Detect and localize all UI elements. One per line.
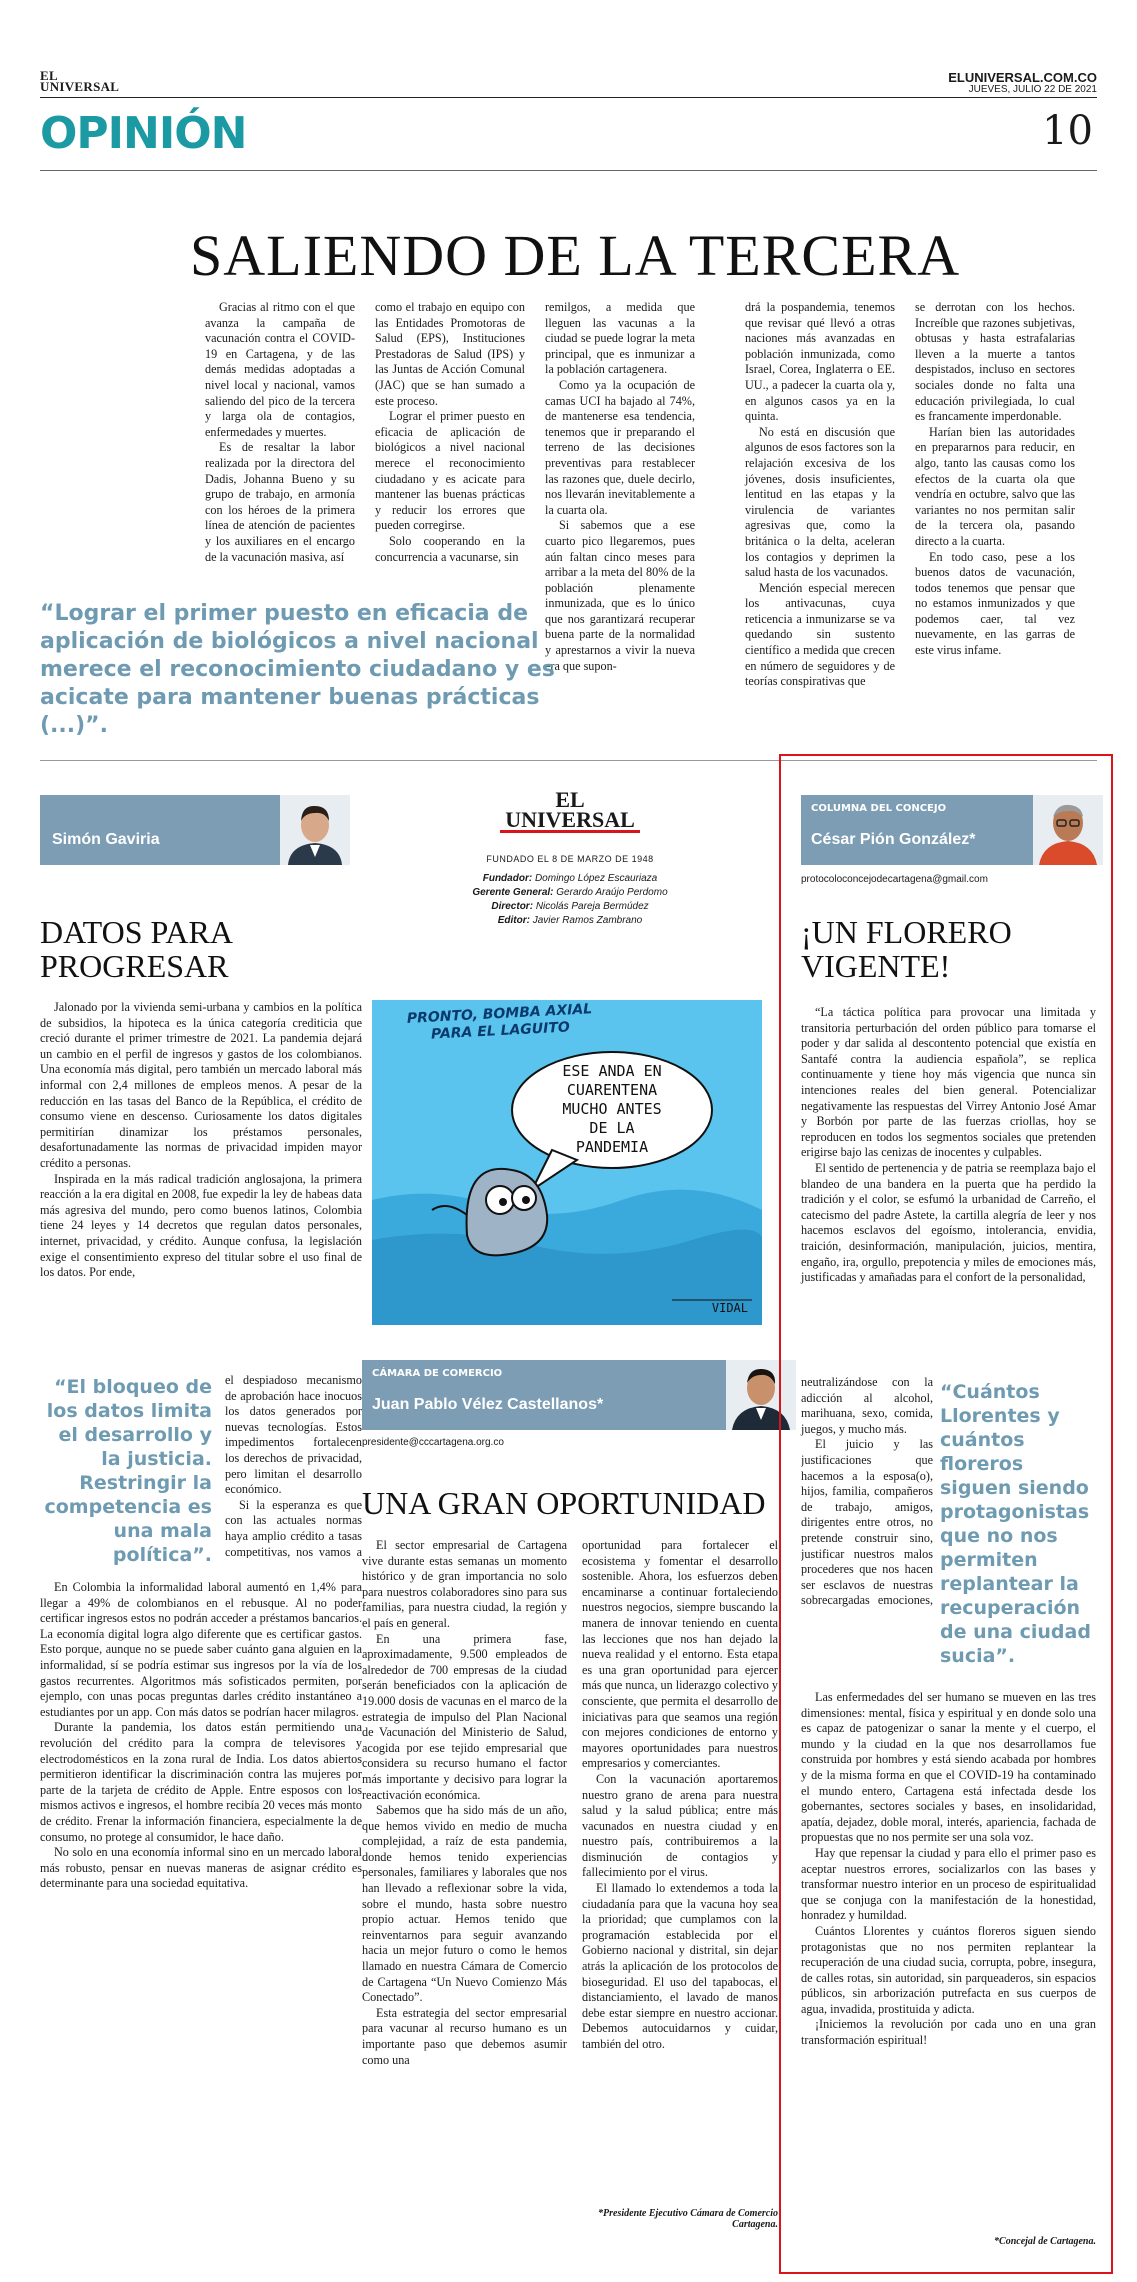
- staff-label: Director:: [491, 901, 534, 912]
- editorial-column-3: [545, 300, 695, 674]
- paragraph: El sector empresarial de Cartagena vive durante estas semanas un momento histórico y de gran importancia no solo para nuestros colaboradores sino para sus familias, para nuestra ciudad, la región y el país en general.: [362, 1538, 567, 1630]
- headline-line: PROGRESAR: [40, 948, 229, 984]
- headline-line: DATOS PARA: [40, 914, 233, 950]
- staff-list: [420, 872, 720, 928]
- staff-row: [420, 872, 720, 886]
- staff-value: Nicolás Pareja Bermúdez: [535, 901, 649, 912]
- bubble-line: PANDEMIA: [575, 1138, 649, 1156]
- paragraph: oportunidad para fortalecer el ecosistema y fomentar el desarrollo sostenible. Ahora, los esfuerzos deben encaminarse a continuar fortaleciendo nuestros negocios, siempre buscando la manera de innovar teniendo en cuenta las lecciones que nos han dejado la nueva realidad y el entorno. Esta etapa es una gran oportunidad para ejercer más que nunca, un liderazgo colectivo y consciente, que permita el desarrollo de iniciativas para que seamos una región con mejores condiciones de entorno y mayores oportunidades para nuestros empresarios y comerciantes.: [582, 1538, 778, 1771]
- paragraph: Inspirada en la más radical tradición anglosajona, la primera reacción a la era digital en 2008, fue expedir la ley de habeas data más agresiva del mundo, pero como buenos latinos, Colombia tiene 24 leyes y 14 decretos que regulan datos personales, internet, privacidad, y crédito. Aunque confusa, la legislación exige el consentimiento expreso del titular sobre el uso final de los datos. Por ende,: [40, 1171, 362, 1280]
- gaviria-column-top: [40, 1000, 362, 1281]
- paragraph: Esta estrategia del sector empresarial para vacunar al recurso humano es un importante paso que debemos asumir como una: [362, 2005, 567, 2067]
- paragraph: Mención especial merecen los antivacunas, cuya reticencia a inmunizarse se va quedando sin sustento científico a medida que crecen en número de seguidores y de teorías conspirativas que: [745, 580, 895, 689]
- staff-value: Javier Ramos Zambrano: [532, 915, 643, 926]
- staff-row: [420, 900, 720, 914]
- author-email[interactable]: protocoloconcejodecartagena@gmail.com: [801, 874, 988, 885]
- paragraph: Jalonado por la vivienda semi-urbana y cambios en la política de subsidios, la hipoteca es la única categoría crediticia que creció durante el primer trimestre de 2021. La pandemia dejará un cambio en el perfil de ingresos y gastos de los colombianos. Una economía más digital, pero también un mercado laboral más informal con 2,4 millones de empleos menos. A pesar de la reducción en las tasas del Banco de la República, el crédito de consumo viene en descenso. Curiosamente los datos digitales permitirían dinamizar los préstamos personales, desafortunadamente las normas de privacidad impiden mayor crédito a personas.: [40, 1000, 362, 1170]
- paragraph: Cuántos Llorentes y cuántos floreros siguen siendo protagonistas que no nos permiten replantear la recuperación de una ciudad sucia, corrupta, pobre, insegura, de calles rotas, sin autoridad, sin parqueaderos, sin espacios públicos, sin arborización putrefacta en sus cuerpos de agua, invadida, prostituida y adicta.: [801, 1923, 1096, 2016]
- page-number: 10: [1042, 108, 1093, 154]
- gaviria-pullquote: “El bloqueo de los datos limita el desarrollo y la justicia. Restringir la competencia es una mala política”.: [44, 1376, 212, 1566]
- staff-label: Gerente General:: [472, 887, 554, 898]
- velez-column-2: [582, 1538, 778, 2053]
- cartoon-illustration: [372, 1000, 762, 1325]
- bubble-line: CUARENTENA: [566, 1081, 658, 1099]
- paragraph: Solo cooperando en la concurrencia a vacunarse, sin: [375, 533, 525, 564]
- paragraph: Sabemos que ha sido más de un año, que hemos vivido en medio de mucha complejidad, a raíz de esta pandemia, donde hemos tenido experiencias personales, familiares y laborales que nos han llevado a reflexionar sobre la vida, sobre el mundo, hasta sobre nuestro propio actuar. Hemos tenido que reinventarnos para seguir avanzando hacia un mejor futuro o como le hemos llamado en nuestra Cámara de Comercio de Cartagena “Un Nuevo Comienzo Más Conectado”.: [362, 1803, 567, 2005]
- paragraph: ¡Iniciemos la revolución por cada uno en una gran transformación espiritual!: [801, 2017, 1096, 2048]
- staff-label: Fundador:: [482, 873, 533, 884]
- avatar: [1033, 795, 1103, 865]
- site-url[interactable]: ELUNIVERSAL.COM.CO: [948, 70, 1097, 85]
- paragraph: “La táctica política para provocar una limitada y transitoria perturbación del orden público para tomarse el poder y dar salida al descontento potencial que existía en Santafé contra la audiencia española”, se replica continuamente y tiene hoy más vigencia que nunca sin intenciones reales del bien general. Potencializar negativamente las respuestas del Virrey Antonio José Amar y Borbón por parte de las fuerzas criollas, hoy se reproducen en todos los segmentos sociales que pretenden erigirse bajo las cenizas de inocentes y culpables.: [801, 1005, 1096, 1160]
- column-tag: COLUMNA DEL CONCEJO: [811, 803, 947, 814]
- pion-pullquote: “Cuántos Llorentes y cuántos floreros siguen siendo protagonistas que no nos permiten replantear la recuperación de una ciudad sucia”.: [940, 1381, 1091, 1667]
- cartoon-speech-bubble: [532, 1062, 692, 1157]
- bubble-line: DE LA: [589, 1119, 635, 1137]
- editorial-column-5: [915, 300, 1075, 659]
- author-photo-gaviria: [280, 795, 350, 865]
- headline-line: ¡UN FLORERO: [801, 914, 1012, 950]
- masthead-rule: [40, 97, 1097, 98]
- editorial-pullquote: “Lograr el primer puesto en eficacia de aplicación de biológicos a nivel nacional merece el reconocimiento ciudadano y es acicate para mantener buenas prácticas (...)”.: [40, 601, 555, 738]
- paragraph: El juicio y las justificaciones que hacemos a la esposa(o), hijos, familia, compañeros de trabajo, amigos, dirigentes entre otros, no pretende construir sino, justificar nuestros malos procederes que nos hacen ser esclavos de nuestras sobrecargadas emociones,: [801, 1437, 933, 1608]
- paragraph: como el trabajo en equipo con las Entidades Promotoras de Salud (EPS), Instituciones Prestadoras de Salud (IPS) y las Juntas de Acción Comunal (JAC) que se han sumado a este proceso.: [375, 300, 525, 408]
- author-bar-pion: [801, 795, 1033, 865]
- paragraph: En todo caso, pese a los buenos datos de vacunación, todos tenemos que pensar que no estamos inmunizados y que podemos caer, tal vez nuevamente, en las garras de este virus infame.: [915, 549, 1075, 658]
- headline-line: VIGENTE!: [801, 948, 951, 984]
- author-name: Simón Gaviria: [52, 831, 160, 848]
- section-title: OPINIÓN: [40, 108, 247, 159]
- paragraph: remilgos, a medida que lleguen las vacunas a la ciudad se puede lograr la meta principal, que es inmunizar a la población cartagenera.: [545, 300, 695, 377]
- paragraph: El llamado lo extendemos a toda la ciudadanía para que la vacuna hoy sea la prioridad; que cumplamos con la programación establecida por el Gobierno nacional y distrital, sin dejar atrás la aplicación de los protocolos de bioseguridad. El uso del tapabocas, el distanciamiento, el lavado de manos debe estar siempre en nuestro accionar. Debemos autocuidarnos y cuidar, también del otro.: [582, 1881, 778, 2051]
- paragraph: No está en discusión que algunos de esos factores son la relajación excesiva de los jóvenes, dosis insuficientes, lentitud en las etapas y la virulencia de variantes agresivas que, como la británica o la delta, aceleran los contagios y deprimen la salud hasta de los vacunados.: [745, 424, 895, 580]
- paragraph: Hay que repensar la ciudad y para ello el primer paso es aceptar nuestros errores, socializarlos con las bases y transformar nuestro interior en un proceso de espiritualidad que se conjuga con la manifestación de la honestidad, honradez y humildad.: [801, 1845, 1096, 1923]
- staff-row: [420, 914, 720, 928]
- logo-line-2: UNIVERSAL: [40, 79, 120, 94]
- paragraph: En una primera fase, aproximadamente, 9.500 empleados de alrededor de 700 empresas de la ciudad serán beneficiados con la aplicación de 19.000 dosis de vacunas en el marco de la estrategia de impulso del Plan Nacional de Vacunación del Ministerio de Salud, acogida por ese tejido empresarial que considera su recurso humano el factor más importante y decisivo para lograr la reactivación económica.: [362, 1631, 567, 1802]
- cartoon-signature: VIDAL: [711, 1301, 748, 1315]
- editorial-column-4: [745, 300, 895, 690]
- avatar: [280, 795, 350, 865]
- pion-signoff: *Concejal de Cartagena.: [994, 2236, 1096, 2247]
- paragraph: El sentido de pertenencia y de patria se reemplaza bajo el blandeo de una bandera en la puerta que ha perdido la tradición y el color, se esfumó la urbanidad de Carreño, el catecismo del padre Astete, la cartilla alegría de leer y nos hacemos esclavos del egoísmo, intolerancia, envidia, traición, desinformación, manipulación, juicios, mentira, engaño, ira, orgullo, prepotencia y miles de emociones más, justificadas y amañadas para el confort de la personalidad,: [801, 1160, 1096, 1285]
- paragraph: Durante la pandemia, los datos están permitiendo una revolución del crédito para la compra de televisores y electrodomésticos en la zona rural de India. Los datos abiertos permitieron identificar la discriminación contra las mujeres por parte de la tarjeta de crédito de Apple. Entre esposos con los mismos activos e ingresos, el hombre recibía 20 veces más monto de crédito. Frenar la información financiera, especialmente la de consumo, no protege al consumidor, le hace daño.: [40, 1720, 362, 1844]
- author-name: César Pión González*: [811, 831, 976, 848]
- author-photo-pion: [1033, 795, 1103, 865]
- section-rule: [40, 170, 1097, 171]
- paragraph: neutralizándose con la adicción al alcohol, marihuana, sexo, comida, juegos, y mucho más.: [801, 1375, 933, 1436]
- editorial-column-1: [205, 300, 355, 565]
- velez-column-1: [362, 1538, 567, 2068]
- paragraph: Con la vacunación aportaremos nuestro grano de arena para nuestra salud y la salud pública; entre más vacunados en nuestra ciudad y en nuestro país, contribuiremos a la disminución de contagios y fallecimiento por el virus.: [582, 1771, 778, 1880]
- staff-logo: [500, 787, 640, 833]
- author-bar-velez: [362, 1360, 726, 1430]
- pion-headline: [801, 915, 1012, 983]
- cartoon-banner: PRONTO, BOMBA AXIAL PARA EL LAGUITO: [406, 1001, 593, 1043]
- staff-value: Domingo López Escauriaza: [534, 873, 658, 884]
- pion-column-wrap: [801, 1375, 933, 1607]
- founded-line: FUNDADO EL 8 DE MARZO DE 1948: [486, 854, 654, 864]
- staff-value: Gerardo Araújo Perdomo: [556, 887, 668, 898]
- logo-line-1: EL: [555, 787, 585, 812]
- paragraph: se derrotan con los hechos. Increíble que razones subjetivas, obtusas y hasta estrafalarias lleven a la muerte a tantos despistados, incluso en sectores sociales donde no falta una educación privilegiada, lo cual es francamente imperdonable.: [915, 300, 1075, 424]
- author-email[interactable]: presidente@cccartagena.org.co: [362, 1437, 504, 1448]
- paragraph: Lograr el primer puesto en eficacia de aplicación de biológicos a nivel nacional merece el reconocimiento ciudadano y es acicate para mantener las buenas prácticas y reducir los errores que pueden corregirse.: [375, 409, 525, 533]
- gaviria-column-bottom: [40, 1580, 362, 1892]
- staff-row: [420, 886, 720, 900]
- column-tag: CÁMARA DE COMERCIO: [372, 1368, 503, 1379]
- logo-line-1: EL: [40, 68, 58, 83]
- pion-column-top: [801, 1005, 1096, 1286]
- editorial-cartoon: [372, 1000, 762, 1325]
- gaviria-headline: [40, 915, 233, 983]
- paragraph: No solo en una economía informal sino en un mercado laboral más robusto, pensar en nuevas maneras de asignar crédito es determinante para una sociedad equitativa.: [40, 1845, 362, 1891]
- paragraph: Como ya la ocupación de camas UCI ha bajado al 74%, de mantenerse esa tendencia, tenemos que ir preparando el terreno de las decisiones preventivas para restablecer las razones que, duele decirlo, nos llevarán inevitablemente a la cuarta ola.: [545, 377, 695, 517]
- paragraph: el despiadoso mecanismo de aprobación hace inocuos los datos generados por nuevas tecnologías. Estos impedimentos fortalecen los derechos de privacidad, pero limitan el desarrollo económico.: [225, 1373, 362, 1497]
- paragraph: Si la esperanza es que con las actuales normas haya amplio crédito a tasas competitivas, nos vamos a: [225, 1497, 362, 1558]
- editorial-headline: SALIENDO DE LA TERCERA: [190, 223, 961, 288]
- author-bar-gaviria: [40, 795, 280, 865]
- velez-headline: UNA GRAN OPORTUNIDAD: [362, 1485, 766, 1521]
- staff-label: Editor:: [497, 915, 530, 926]
- author-name: Juan Pablo Vélez Castellanos*: [372, 1396, 604, 1413]
- masthead-logo[interactable]: [40, 70, 119, 92]
- paragraph: Si sabemos que a ese cuarto pico llegaremos, pues aún faltan cinco meses para arribar a la meta del 80% de la población plenamente inmunizada, que es lo único que nos garantizará recuperar buena parte de la normalidad y aprestarnos a vivir la nueva era que supon-: [545, 518, 695, 673]
- editorial-column-2: [375, 300, 525, 565]
- paragraph: Harían bien las autoridades en prepararnos para reducir, en algo, tanto las causas como los efectos de la cuarta ola que vendría en octubre, salvo que las variantes no nos permitan salir de la tercera ola, pasando directo a la cuarta.: [915, 424, 1075, 548]
- pion-column-bottom: [801, 1690, 1096, 2049]
- velez-signoff: *Presidente Ejecutivo Cámara de Comercio Cartagena.: [598, 2208, 778, 2230]
- paragraph: drá la pospandemia, tenemos que revisar qué llevó a otras naciones más avanzadas en población inmunizada, como Israel, Corea, Inglaterra o EE. UU., a padecer la cuarta ola y, en algunos casos ya en la quinta.: [745, 300, 895, 424]
- paragraph: Las enfermedades del ser humano se mueven en las tres dimensiones: mental, física y espiritual y en donde solo una es capaz de patogenizar o sanar la mente y el cuerpo, el mundo y la ciudad en la que nos desarrollamos fue construida por hombres y está siendo acabada por hombres y de la misma forma en que el COVID-19 ha contaminado el mundo entero, Cartagena está infectada desde los gobernantes, sectores sociales y bases, en insolidaridad, apatía, dejadez, doble moral, interés, apariencia, fachada de propuestas que no nos permite ser una sola voz.: [801, 1690, 1096, 1845]
- gaviria-column-wrap: [225, 1373, 362, 1558]
- bubble-line: ESE ANDA EN: [562, 1062, 662, 1080]
- logo-line-2: UNIVERSAL: [500, 810, 640, 833]
- bubble-line: MUCHO ANTES: [562, 1100, 662, 1118]
- paragraph: En Colombia la informalidad laboral aumentó en 1,4% para llegar a 49% de colombianos en el rebusque. Al no poder certificar ingresos estos no podrán acceder a préstamos bancarios. La economía digital logra algo diferente que es certificar gastos. Esto porque, aunque no se puede saber cuánto gana alguien en la informalidad, sí se podría estimar sus ingresos por la vía de los gastos recurrentes. Algoritmos más sofisticados permiten, por ejemplo, con unas pocas preguntas darles crédito instantáneo a estudiantes por un app. Con más datos se podrían hacer milagros.: [40, 1580, 362, 1719]
- paragraph: Es de resaltar la labor realizada por la directora del Dadis, Johanna Bueno y su grupo de trabajo, en armonía con los héroes de la primera línea de atención de pacientes y los auxiliares en el encargo de la vacunación masiva, así: [205, 440, 355, 564]
- paragraph: Gracias al ritmo con el que avanza la campaña de vacunación contra el COVID-19 en Cartagena, y de las demás medidas adoptadas a nivel local y nacional, vamos saliendo del pico de la tercera y larga ola de contagios, enfermedades y muertes.: [205, 300, 355, 439]
- issue-date: JUEVES, JULIO 22 DE 2021: [968, 84, 1097, 95]
